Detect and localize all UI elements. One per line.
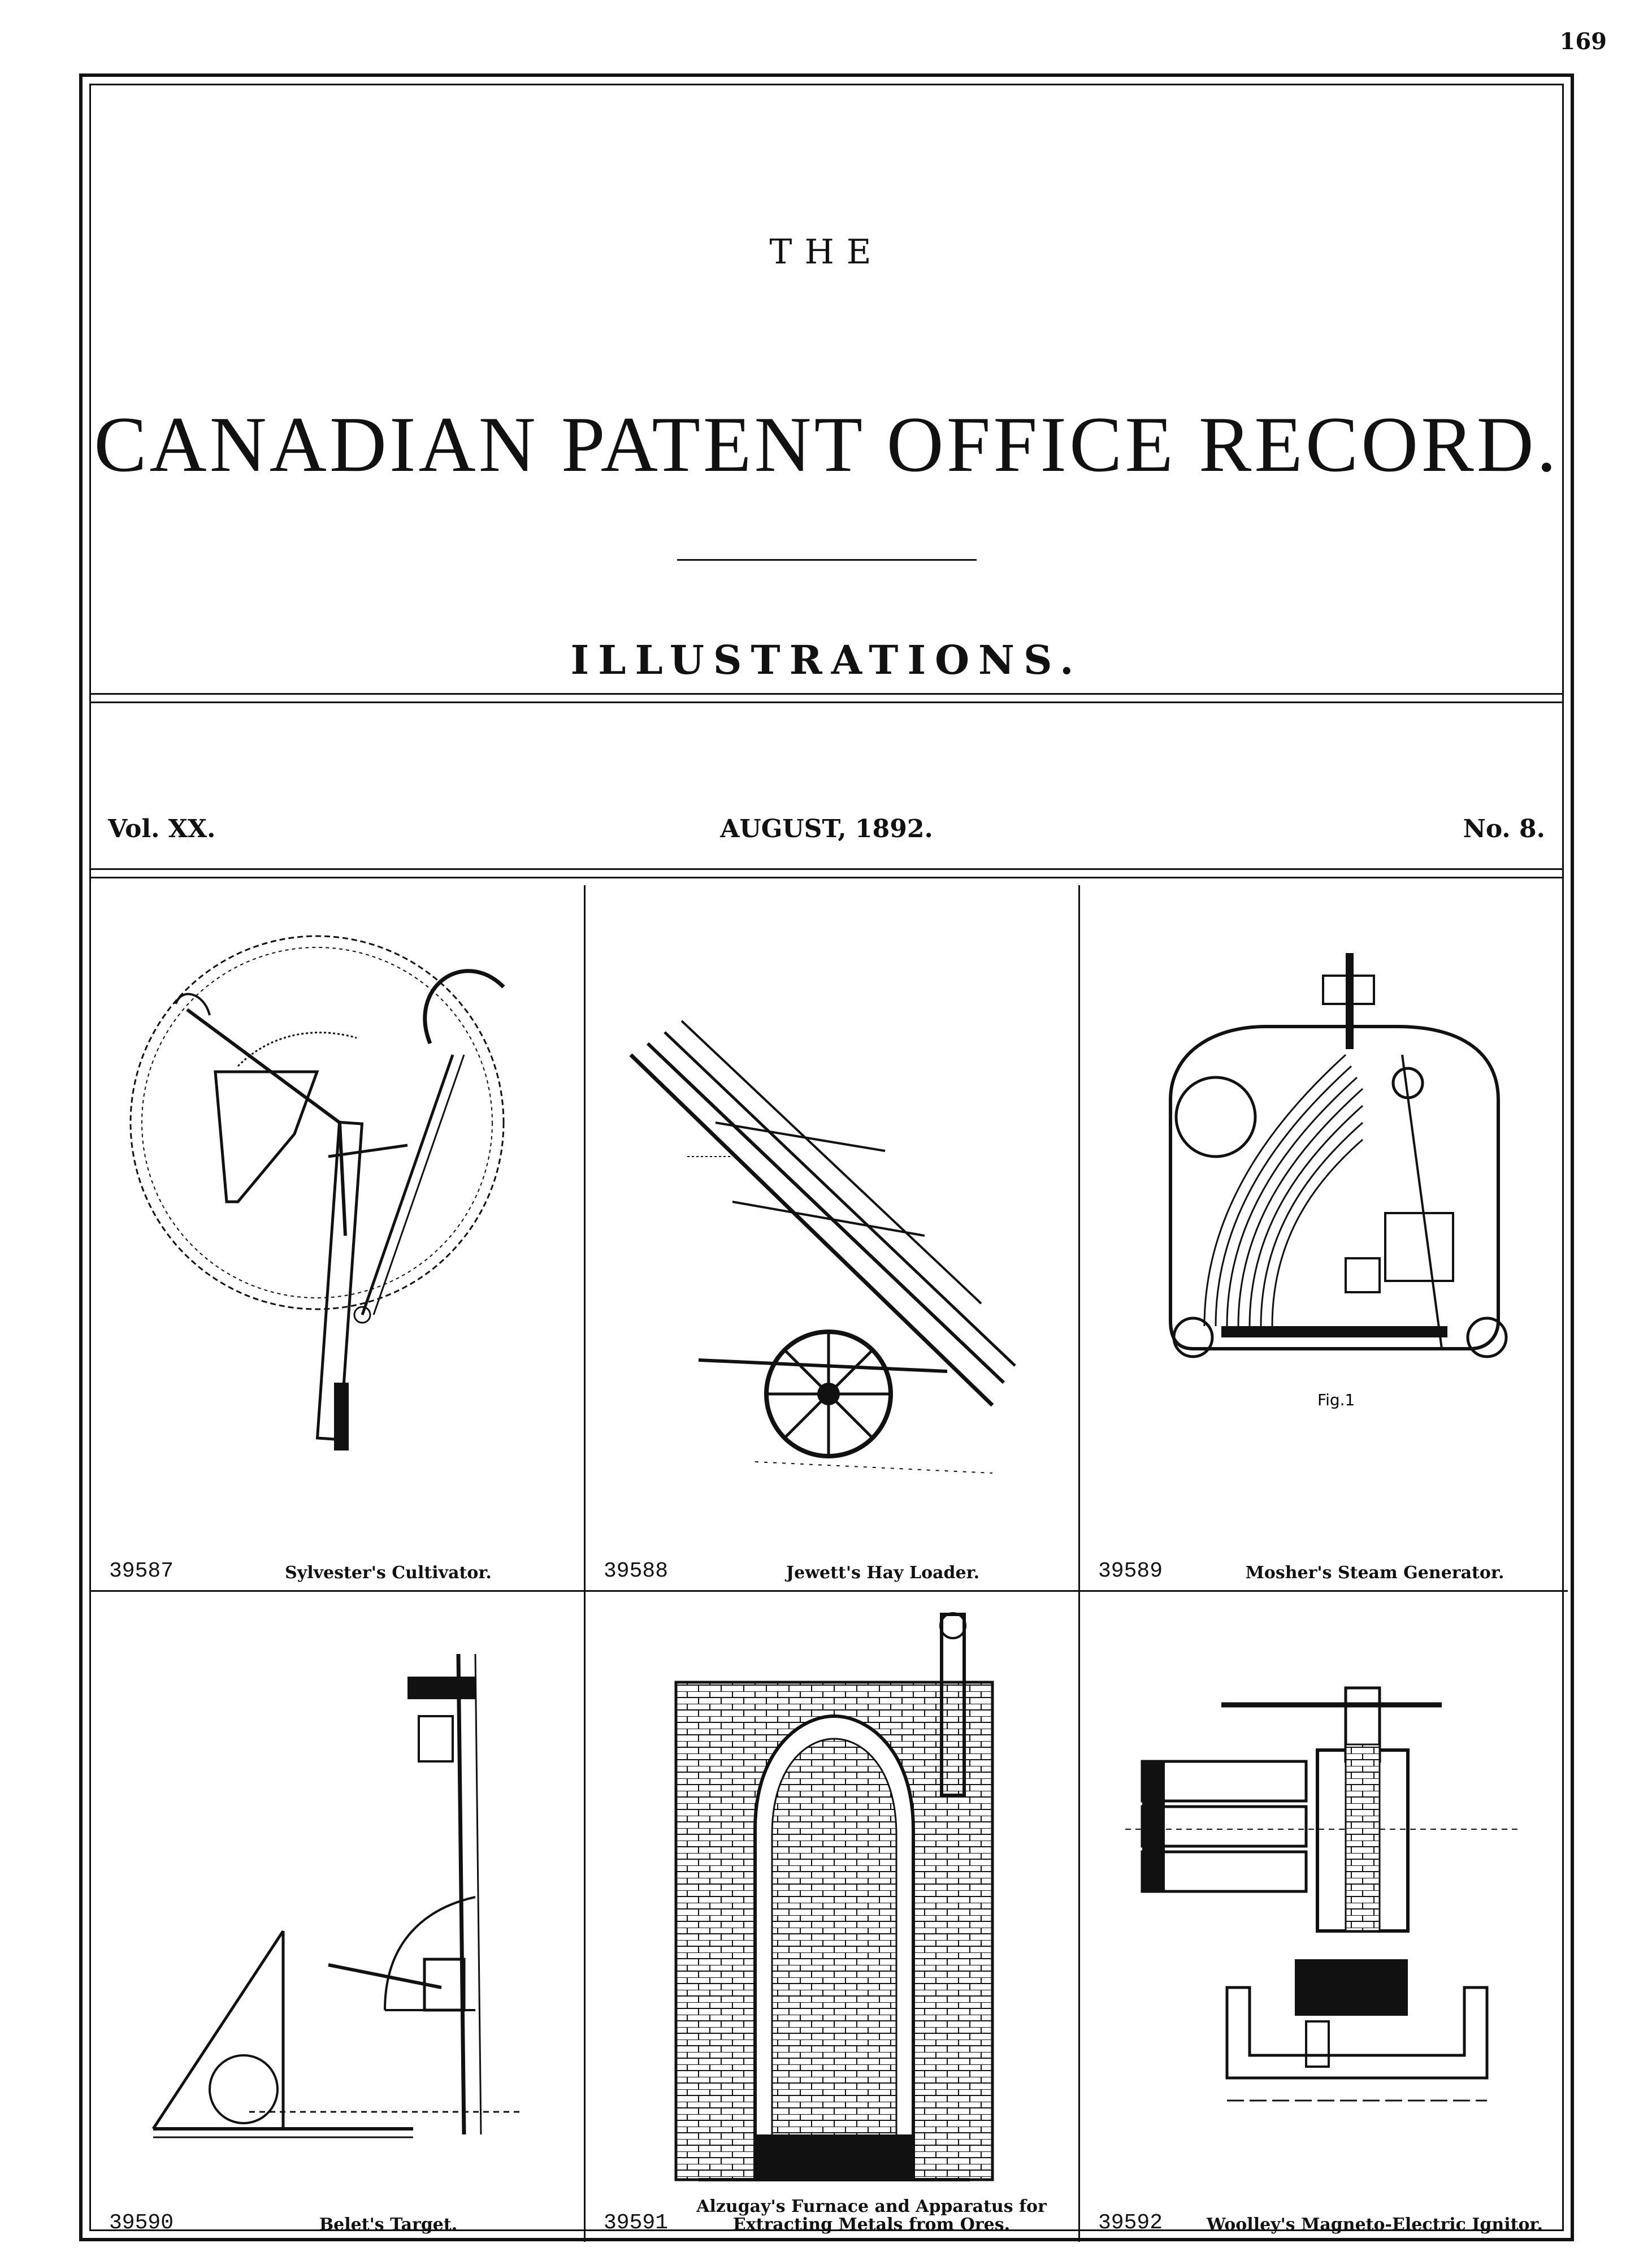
patent-number: 39588 <box>604 1559 669 1583</box>
masthead-the: THE <box>769 232 884 272</box>
patent-title: Sylvester's Cultivator. <box>285 1563 492 1583</box>
patent-title: Woolley's Magneto-Electric Ignitor. <box>1207 2215 1543 2235</box>
patent-cell <box>586 1592 1080 2242</box>
patent-caption <box>586 2188 1078 2242</box>
issue-date: AUGUST, 1892. <box>720 815 933 843</box>
patent-caption <box>1080 1545 1568 1590</box>
page-frame <box>79 73 1574 2241</box>
issue-number: No. 8. <box>1463 815 1545 843</box>
patent-number: 39589 <box>1098 1559 1163 1583</box>
cultivator-illustration <box>91 885 586 1547</box>
title-divider <box>677 559 977 561</box>
patent-caption <box>91 1545 584 1590</box>
patent-caption <box>91 2197 584 2242</box>
volume-label: Vol. XX. <box>108 815 216 843</box>
patent-title: Mosher's Steam Generator. <box>1245 1563 1504 1583</box>
figure-label: Fig.1 <box>1317 1391 1355 1409</box>
illustrations-grid <box>91 885 1562 2235</box>
patent-title: Alzugay's Furnace and Apparatus for Extracting Metals from Ores. <box>696 2197 1047 2235</box>
info-divider <box>91 868 1562 878</box>
publication-title: CANADIAN PATENT OFFICE RECORD. <box>94 401 1559 488</box>
header-divider <box>91 693 1562 703</box>
patent-cell <box>1080 1592 1568 2242</box>
patent-number: 39590 <box>109 2211 174 2235</box>
patent-number: 39592 <box>1098 2211 1163 2235</box>
patent-title: Belet's Target. <box>319 2215 458 2235</box>
patent-caption <box>1080 2197 1568 2242</box>
issue-info <box>91 815 1562 854</box>
patent-cell <box>91 885 586 1592</box>
patent-number: 39587 <box>109 1559 174 1583</box>
patent-cell <box>586 885 1080 1592</box>
masthead <box>91 85 1562 699</box>
ignitor-illustration <box>1080 1592 1568 2197</box>
patent-caption <box>586 1545 1078 1590</box>
steam-generator-illustration <box>1080 885 1568 1547</box>
patent-number: 39591 <box>604 2211 669 2235</box>
hay-loader-illustration <box>586 885 1080 1547</box>
target-illustration <box>91 1592 586 2197</box>
page-number: 169 <box>1559 28 1607 55</box>
patent-cell <box>91 1592 586 2242</box>
patent-cell <box>1080 885 1568 1592</box>
inner-frame <box>89 84 1564 2235</box>
furnace-illustration <box>586 1592 1080 2197</box>
section-title: ILLUSTRATIONS. <box>570 636 1083 683</box>
patent-title: Jewett's Hay Loader. <box>786 1563 980 1583</box>
